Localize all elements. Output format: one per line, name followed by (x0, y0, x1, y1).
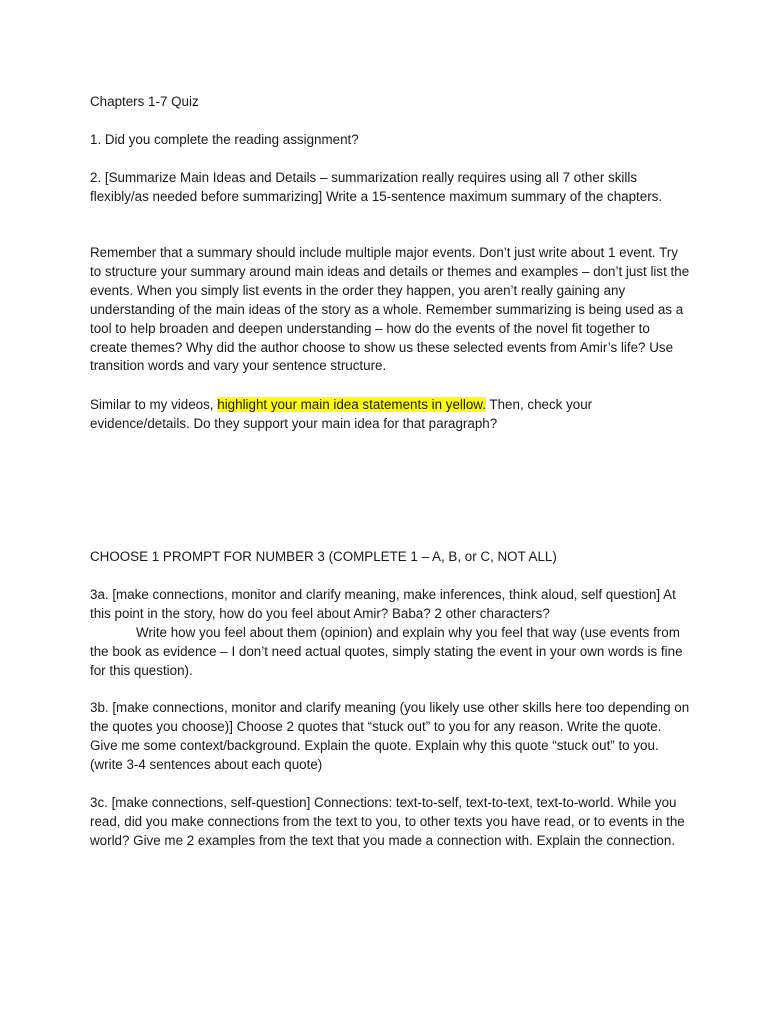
highlight-instructions (90, 396, 690, 434)
question-3c: 3c. [make connections, self-question] Connections: text-to-self, text-to-text, text-to-world. While you read, did you make connections from the text to you, to other texts you have read, or to events in the world? Give me 2 examples from the text that you made a connection with. Explain the connection. (90, 795, 685, 848)
summary-instructions: Remember that a summary should include multiple major events. Don’t just write about 1 event. Try to structure your summary around main ideas and details or themes and examples – don’t just list the events. When you simply list events in the order they happen, you aren’t really gaining any understanding of the main ideas of the story as a whole. Remember summarizing is being used as a tool to help broaden and deepen understanding – how do the events of the novel fit together to create themes? Why did the author choose to show us these selected events from Amir’s life? Use transition words and vary your sentence structure. (90, 245, 690, 374)
question-3a (90, 586, 690, 681)
highlight-instructions-end: Then, check your evidence/details. Do they support your main idea for that paragraph? (90, 397, 593, 431)
question-3a-second: Write how you feel about them (opinion) and explain why you feel that way (use events from the book as evidence – I don’t need actual quotes, simply stating the event in your own words is fine for this question). (90, 624, 683, 678)
quiz-title: Chapters 1-7 Quiz (90, 94, 199, 109)
highlighted-text: highlight your main idea statements in yellow. (217, 397, 486, 412)
question-1: 1. Did you complete the reading assignment? (90, 132, 359, 147)
question-3b: 3b. [make connections, monitor and clarify meaning (you likely use other skills here too depending on the quotes you choose)] Choose 2 quotes that “stuck out” to you for any reason. Write the quote. Give me some context/background. Explain the quote. Explain why this quote “stuck out” to you. (write 3-4 sentences about each quote) (90, 700, 690, 772)
question-2: 2. [Summarize Main Ideas and Details – summarization really requires using all 7 other skills flexibly/as needed before summarizing] Write a 15-sentence maximum summary of the chapters. (90, 170, 663, 204)
highlight-instructions-start: Similar to my videos, (90, 397, 218, 412)
question-3a-first: 3a. [make connections, monitor and clarify meaning, make inferences, think aloud, self question] At this point in the story, how do you feel about Amir? Baba? 2 other characters? (90, 587, 676, 621)
prompt-choice-heading: CHOOSE 1 PROMPT FOR NUMBER 3 (COMPLETE 1 – A, B, or C, NOT ALL) (90, 549, 557, 564)
